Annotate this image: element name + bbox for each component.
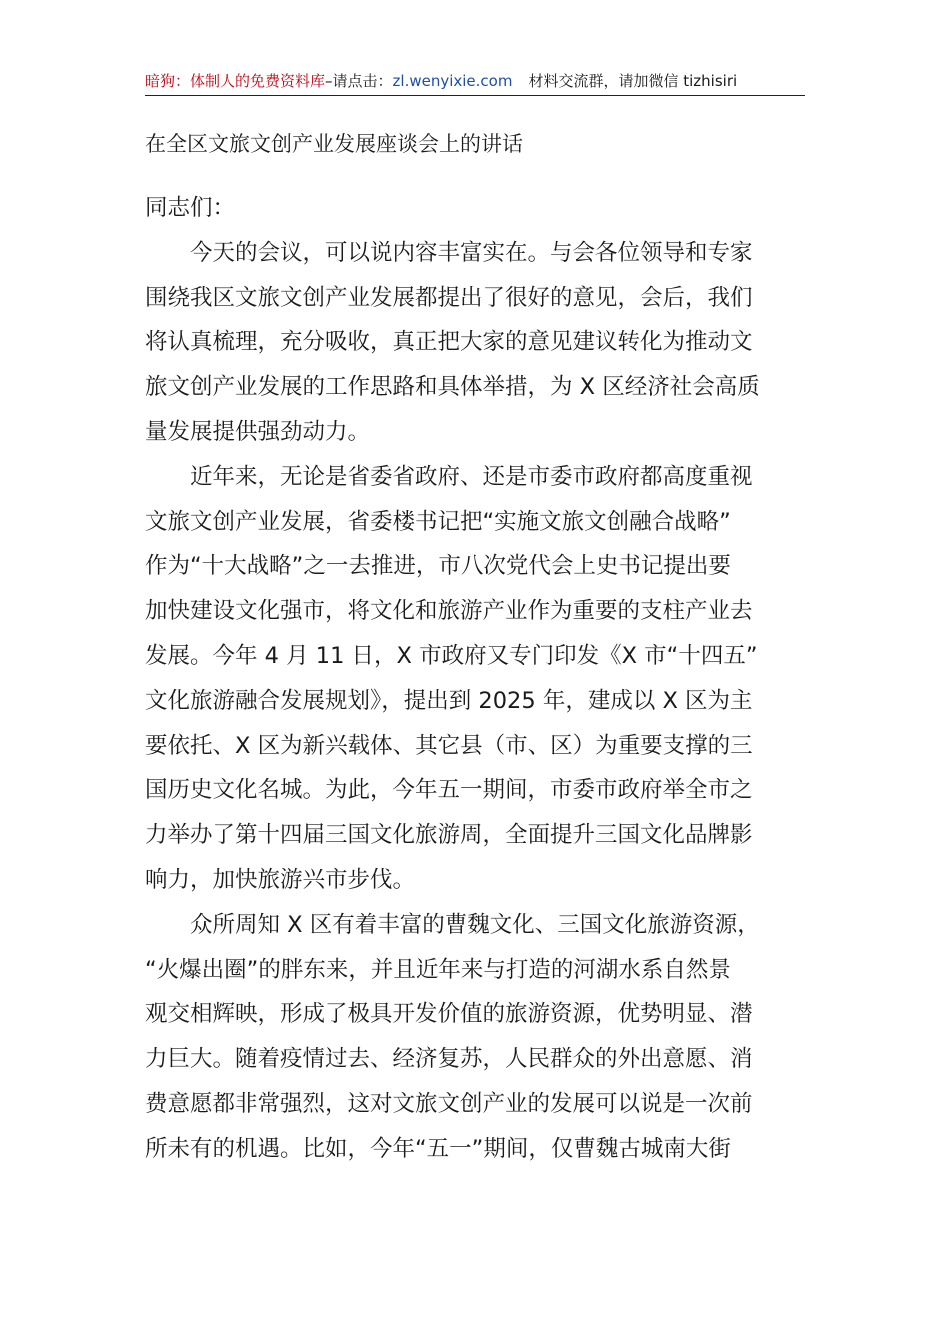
paragraph-1-line: 将认真梳理，充分吸收，真正把大家的意见建议转化为推动文 bbox=[145, 329, 753, 356]
paragraph-3-line: 力巨大。随着疫情过去、经济复苏，人民群众的外出意愿、消 bbox=[145, 1046, 753, 1073]
paragraph-2-line: 国历史文化名城。为此，今年五一期间，市委市政府举全市之 bbox=[145, 777, 753, 804]
paragraph-2-line: 要依托、X 区为新兴载体、其它县（市、区）为重要支撑的三 bbox=[145, 732, 753, 759]
document-title: 在全区文旅文创产业发展座谈会上的讲话 bbox=[145, 132, 523, 156]
paragraph-3-line: 众所周知 X 区有着丰富的曹魏文化、三国文化旅游资源， bbox=[190, 911, 760, 938]
document-body bbox=[145, 186, 805, 1172]
paragraph-2-line: 文化旅游融合发展规划》，提出到 2025 年，建成以 X 区为主 bbox=[145, 687, 753, 714]
paragraph-1-line: 量发展提供强劲动力。 bbox=[145, 418, 371, 445]
header-prompt: –请点击： bbox=[325, 72, 393, 90]
paragraph-3-line: 观交相辉映，形成了极具开发价值的旅游资源，优势明显、潜 bbox=[145, 1001, 753, 1028]
page-header bbox=[145, 68, 805, 94]
paragraph-1-line: 旅文创产业发展的工作思路和具体举措，为 X 区经济社会高质 bbox=[145, 374, 760, 401]
paragraph-2-line: 近年来，无论是省委省政府、还是市委市政府都高度重视 bbox=[190, 463, 753, 490]
paragraph-2-line: 加快建设文化强市，将文化和旅游产业作为重要的支柱产业去 bbox=[145, 598, 753, 625]
paragraph-3-line: 费意愿都非常强烈，这对文旅文创产业的发展可以说是一次前 bbox=[145, 1090, 753, 1117]
paragraph-2-line: 力举办了第十四届三国文化旅游周，全面提升三国文化品牌影 bbox=[145, 822, 753, 849]
paragraph-3-line: 所未有的机遇。比如，今年“五一”期间，仅曹魏古城南大街 bbox=[145, 1135, 731, 1162]
paragraph-2-line: 响力，加快旅游兴市步伐。 bbox=[145, 866, 416, 893]
salutation: 同志们： bbox=[145, 195, 236, 221]
paragraph-1-line: 今天的会议，可以说内容丰富实在。与会各位领导和专家 bbox=[190, 239, 753, 266]
paragraph-2-line: 作为“十大战略”之一去推进，市八次党代会上史书记提出要 bbox=[145, 553, 731, 580]
header-link[interactable]: zl.wenyixie.com bbox=[392, 72, 513, 90]
paragraph-3-line: “火爆出圈”的胖东来，并且近年来与打造的河湖水系自然景 bbox=[145, 956, 731, 983]
header-contact: 材料交流群，请加微信 tizhisiri bbox=[528, 72, 738, 90]
header-divider bbox=[145, 95, 805, 96]
paragraph-2-line: 发展。今年 4 月 11 日，X 市政府又专门印发《X 市“十四五” bbox=[145, 642, 758, 669]
paragraph-1-line: 围绕我区文旅文创产业发展都提出了很好的意见，会后，我们 bbox=[145, 284, 753, 311]
header-brand: 暗狗：体制人的免费资料库 bbox=[145, 72, 326, 90]
paragraph-2-line: 文旅文创产业发展，省委楼书记把“实施文旅文创融合战略” bbox=[145, 508, 731, 535]
